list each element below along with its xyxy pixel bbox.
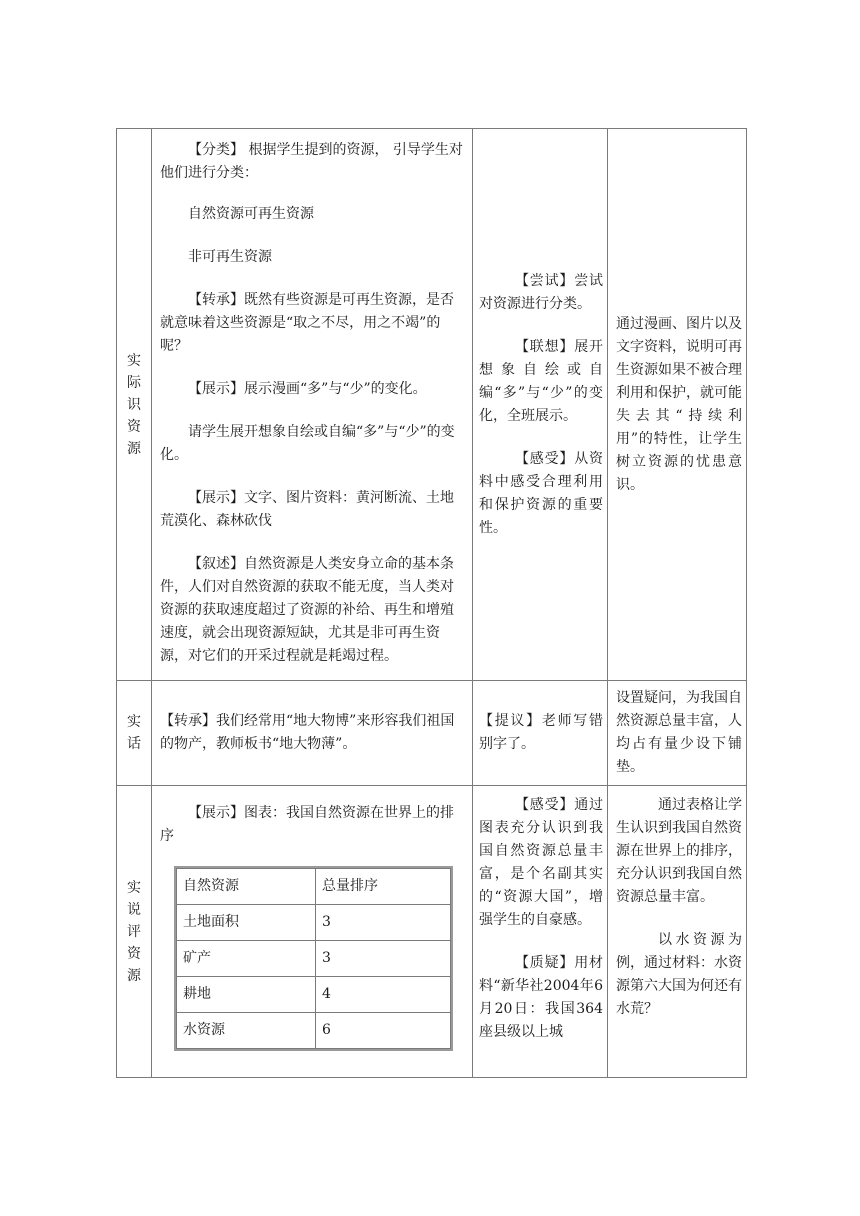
section-label: 实话 (127, 714, 141, 752)
student-activity-cell (473, 129, 608, 681)
ranking-table-frame (174, 866, 453, 1051)
intent-text: 通过表格让学生认识到我国自然资源在世界上的排序，充分认识到我国自然资源总量丰富。 (616, 797, 742, 905)
activity-text: 请学生展开想象自绘或自编“多”与“少”的变化。 (160, 424, 455, 463)
section-cell (117, 786, 152, 1078)
ranking-resource: 水资源 (177, 1013, 316, 1049)
ranking-header-rank: 总量排序 (316, 869, 451, 905)
intent-text: 设置疑问，为我国自然资源总量丰富，人均占有量少设下铺垫。 (616, 690, 742, 775)
ranking-value: 4 (316, 977, 451, 1013)
student-text: 【感受】通过图表充分认识到我国自然资源总量丰富，是个名副其实的“资源大国”，增强学生的自豪感。 (479, 797, 603, 928)
teacher-activity-cell (152, 786, 473, 1078)
ranking-row (177, 977, 451, 1013)
intent-text: 通过漫画、图片以及文字资料，说明可再生资源如果不被合理利用和保护，就可能失去其“持续利用”的特性，让学生树立资源的忧患意识。 (616, 315, 742, 493)
ranking-row (177, 905, 451, 941)
teacher-activity-cell (152, 681, 473, 786)
ranking-resource: 矿产 (177, 941, 316, 977)
table-row (117, 681, 747, 786)
section-cell (117, 681, 152, 786)
activity-text: 【分类】 根据学生提到的资源， 引导学生对他们进行分类： (160, 142, 463, 181)
student-activity-cell (473, 786, 608, 1078)
student-activity-cell (473, 681, 608, 786)
table-row (117, 786, 747, 1078)
lesson-plan-table (116, 128, 747, 1078)
activity-text: 【展示】文字、图片资料：黄河断流、土地荒漠化、森林砍伐 (160, 490, 454, 529)
ranking-row (177, 941, 451, 977)
ranking-row (177, 1013, 451, 1049)
student-text: 【质疑】用材料“新华社2004年6月20日：我国364座县级以上城 (479, 955, 603, 1040)
ranking-header-row (177, 869, 451, 905)
design-intent-cell (608, 681, 747, 786)
teacher-activity-cell (152, 129, 473, 681)
student-text: 【尝试】尝试对资源进行分类。 (479, 272, 603, 312)
student-text: 【提议】老师写错别字了。 (479, 713, 603, 752)
table-row (117, 129, 747, 681)
ranking-table (176, 868, 451, 1049)
ranking-resource: 耕地 (177, 977, 316, 1013)
design-intent-cell (608, 786, 747, 1078)
ranking-value: 3 (316, 941, 451, 977)
section-cell (117, 129, 152, 681)
activity-text: 自然资源可再生资源 (188, 206, 314, 222)
design-intent-cell (608, 129, 747, 681)
ranking-header-resource: 自然资源 (177, 869, 316, 905)
section-label: 实际识资源 (127, 352, 141, 457)
student-text: 【感受】从资料中感受合理利用和保护资源的重要性。 (479, 450, 603, 536)
section-label: 实说评资源 (127, 879, 141, 984)
activity-text: 非可再生资源 (188, 249, 272, 265)
student-text: 【联想】展开想象自绘或自编“多”与“少”的变化，全班展示。 (479, 338, 603, 424)
activity-text: 【展示】图表：我国自然资源在世界上的排序 (160, 805, 454, 844)
intent-text: 以水资源为例，通过材料：水资源第六大国为何还有水荒？ (616, 932, 742, 1017)
activity-text: 【叙述】自然资源是人类安身立命的基本条件，人们对自然资源的获取不能无度，当人类对资源的获取速度超过了资源的补给、再生和增殖速度，就会出现资源短缺，尤其是非可再生资源，对它们的开采过程就是耗竭过程。 (160, 556, 454, 664)
activity-text: 【转承】我们经常用“地大物博”来形容我们祖国的物产，教师板书“地大物薄”。 (160, 713, 455, 752)
ranking-value: 6 (316, 1013, 451, 1049)
activity-text: 【转承】既然有些资源是可再生资源，是否就意味着这些资源是“取之不尽，用之不竭”的呢？ (160, 292, 454, 354)
activity-text: 【展示】展示漫画“多”与“少”的变化。 (188, 381, 427, 397)
ranking-resource: 土地面积 (177, 905, 316, 941)
ranking-value: 3 (316, 905, 451, 941)
